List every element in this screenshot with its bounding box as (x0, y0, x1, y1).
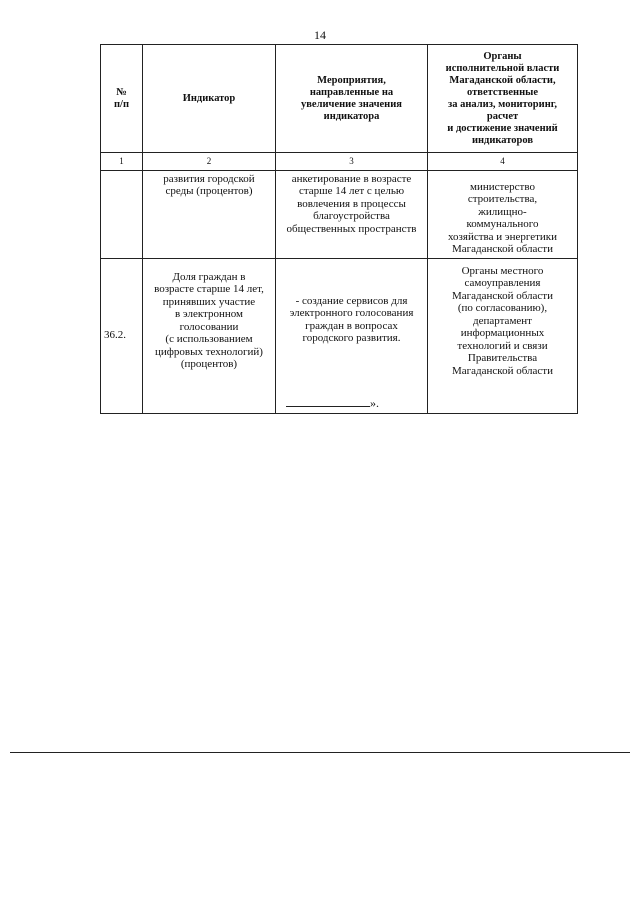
indicator-cell (143, 258, 276, 413)
page-number: 14 (314, 28, 326, 42)
row-num-cell (101, 170, 143, 258)
indicator-table (100, 44, 578, 414)
table-header-row (101, 45, 578, 153)
events-text: - создание сервисов для электронного голосования граждан в вопросах городского развития. (289, 294, 414, 344)
column-number: 1 (101, 153, 143, 171)
header-num (101, 45, 143, 153)
header-events (276, 45, 428, 153)
header-authorities (428, 45, 578, 153)
column-number: 2 (143, 153, 276, 171)
events-text: анкетирование в возрасте старше 14 лет с целью вовлечения в процессы благоустройства общественных пространств (286, 172, 417, 235)
column-number: 3 (276, 153, 428, 171)
header-events-text: Мероприятия, направленные на увеличение значения индикатора (301, 74, 402, 122)
signature-blank-line (286, 397, 370, 407)
authorities-cell (428, 258, 578, 413)
events-cell (276, 258, 428, 413)
events-cell (276, 170, 428, 258)
header-indicator (143, 45, 276, 153)
table-row (101, 170, 578, 258)
closing-line (286, 396, 379, 411)
closing-quote: ». (370, 396, 379, 410)
row-num-cell (101, 258, 143, 413)
authorities-text: Органы местного самоуправления Магаданской области (по согласованию), департамент информационных технологий и связи Правительства Магаданской области (452, 264, 553, 377)
header-num-text: № п/п (113, 86, 130, 110)
indicator-text: Доля граждан в возрасте старше 14 лет, принявших участие в электронном голосовании (с использованием цифровых технологий) (процентов) (154, 270, 264, 370)
indicator-cell (143, 170, 276, 258)
indicator-text: развития городской среды (процентов) (163, 172, 255, 197)
column-number-row (101, 153, 578, 171)
authorities-cell (428, 170, 578, 258)
footer-divider (10, 752, 630, 753)
column-number: 4 (428, 153, 578, 171)
table-row (101, 258, 578, 413)
header-indicator-text: Индикатор (182, 92, 236, 104)
authorities-text: министерство строительства, жилищно- коммунального хозяйства и энергетики Магаданской области (447, 180, 558, 255)
header-authorities-text: Органы исполнительной власти Магаданской области, ответственные за анализ, мониторинг, расчет и достижение значений индикаторов (445, 50, 560, 146)
row-num: 36.2. (104, 329, 126, 342)
